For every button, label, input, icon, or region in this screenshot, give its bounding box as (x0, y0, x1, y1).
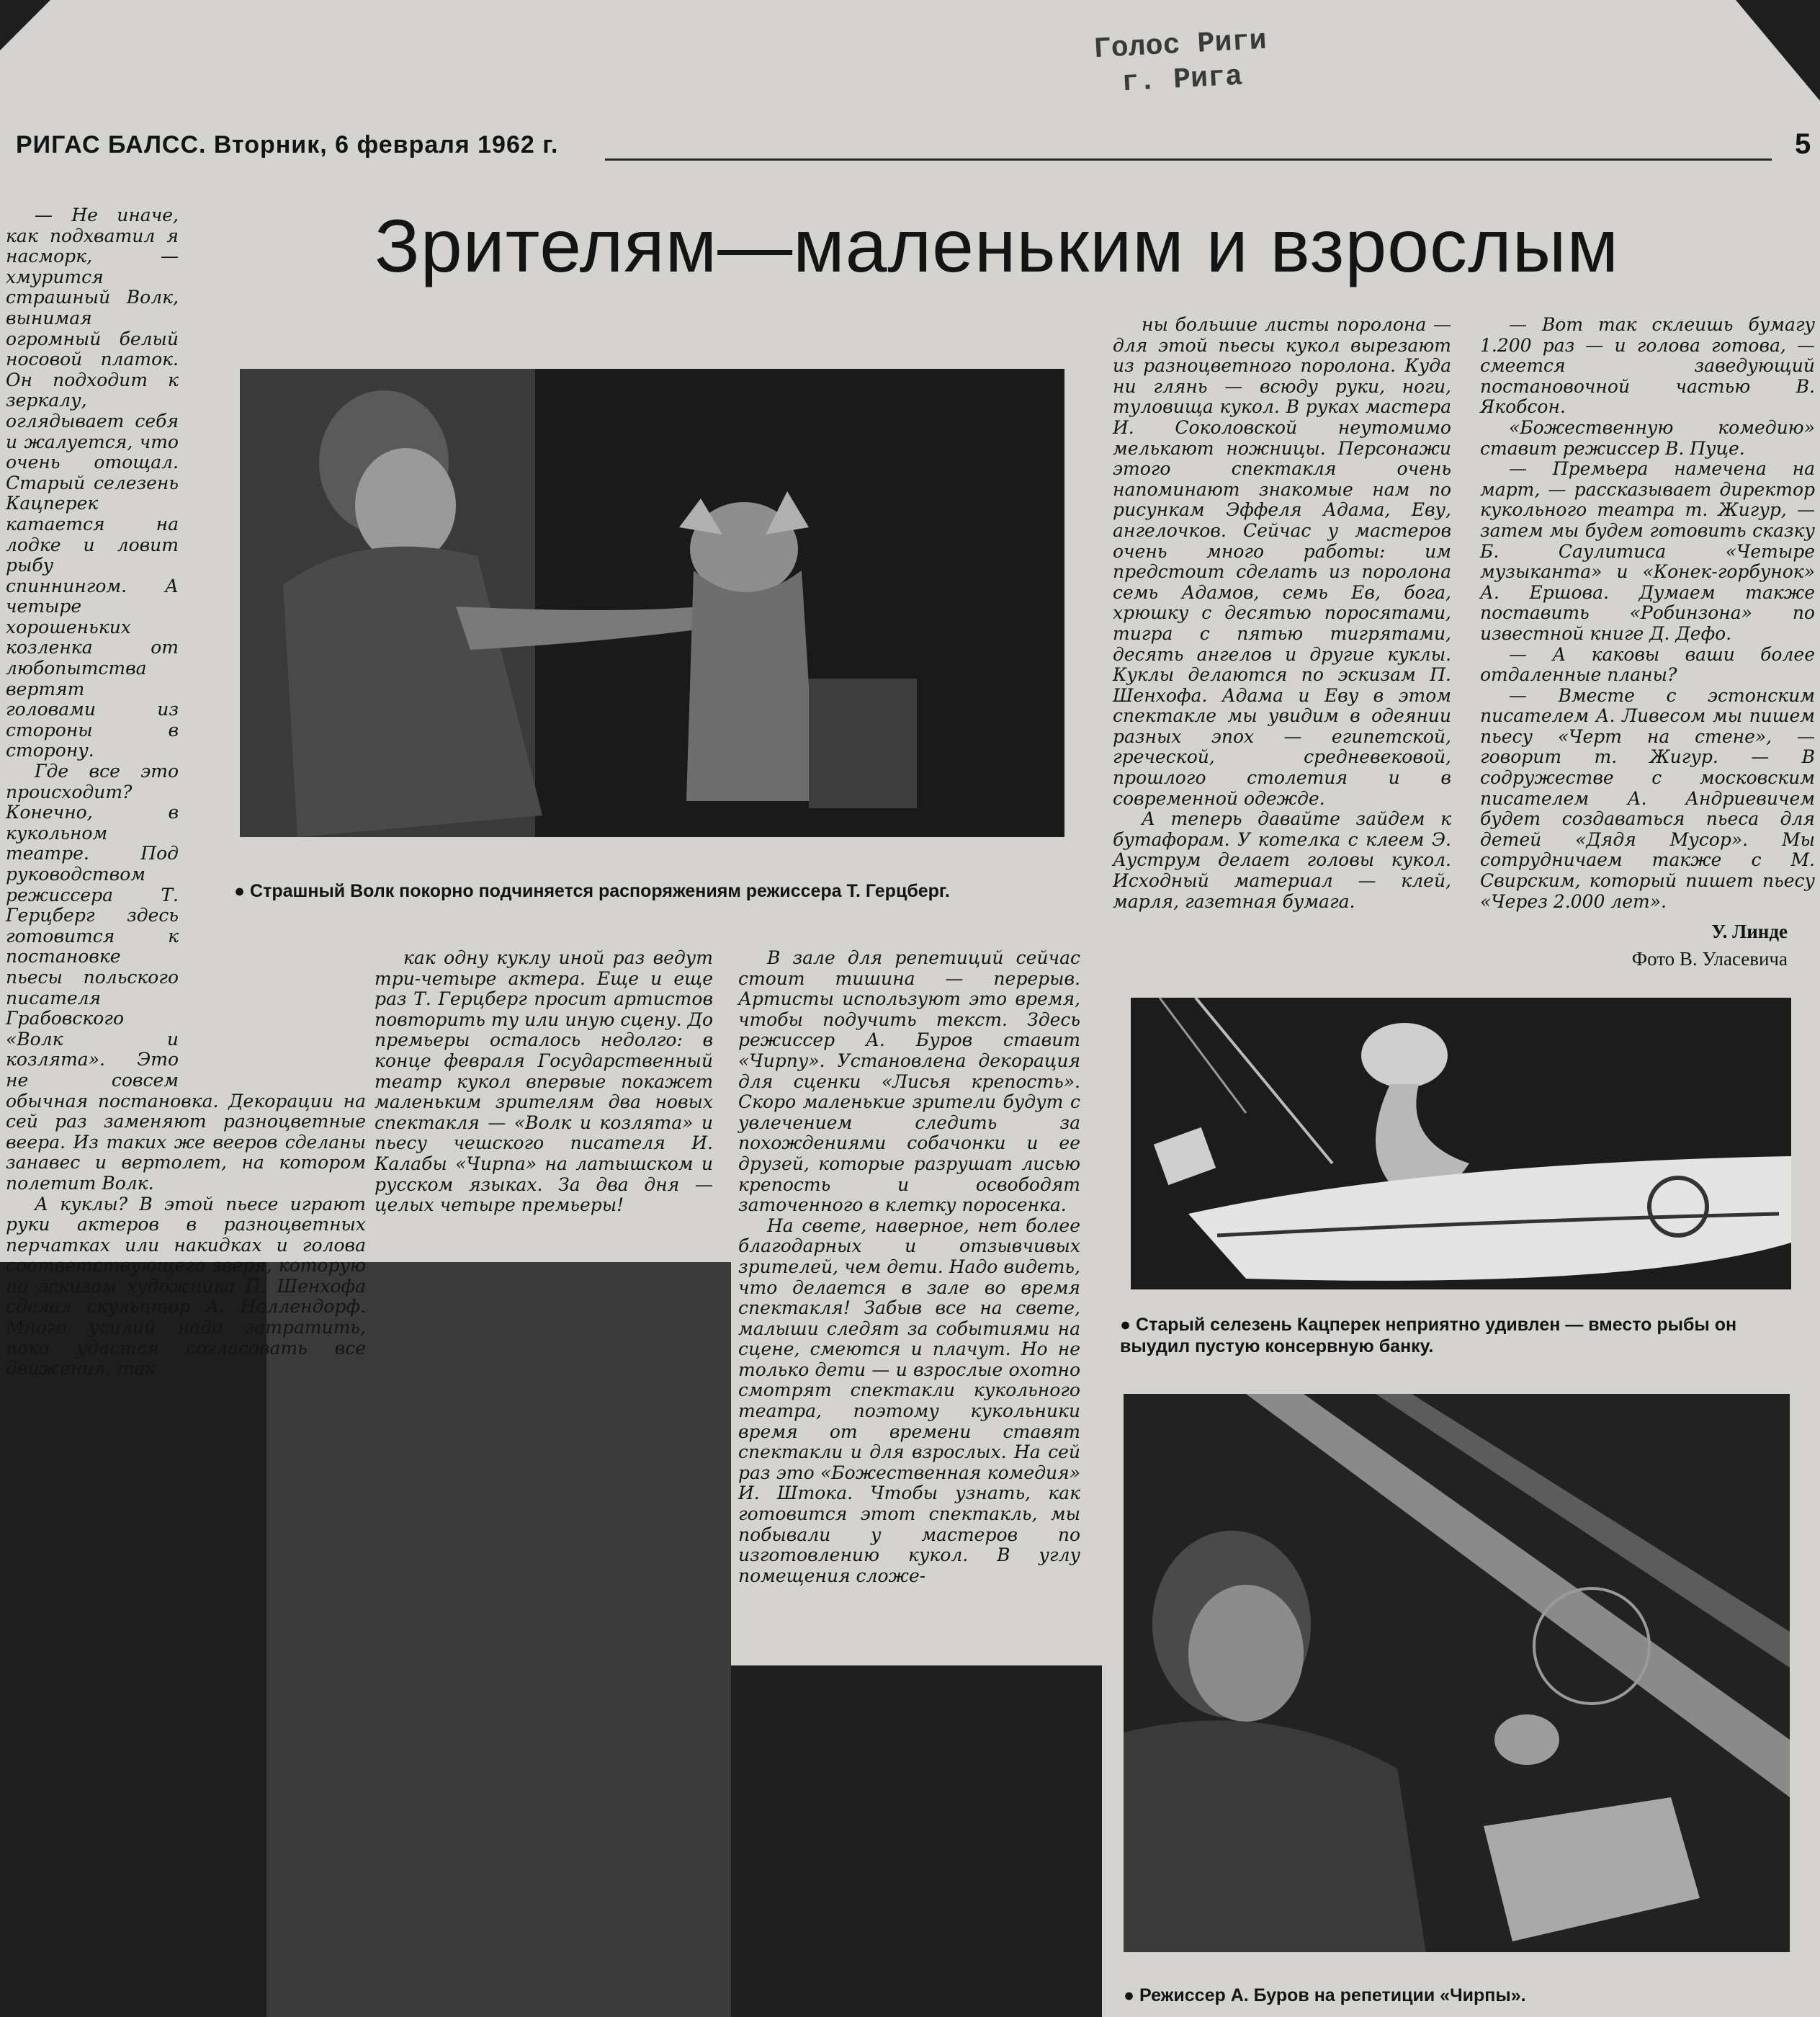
photo-director-rehearsal-image (1124, 1394, 1790, 1952)
article-column-5-paragraph: — А каковы ваши более отдаленные планы? (1480, 643, 1815, 686)
article-column-3 (738, 948, 1080, 1658)
photo-duck-puppet-image (1131, 998, 1791, 1289)
article-column-3-paragraph: На свете, наверное, нет более благодарных и отзывчивых зрителей, чем дети. Надо видеть, что делается в зале во время спектакля! Забыв все на свете, малыши следят за событиями на сцене, смеются и плачут. Но не только дети — и взрослые охотно смотрят спектакли кукольного театра, поэтому кукольники время от времени ставят спектакли и для взрослых. На сей раз это «Божественная комедия» И. Штока. Чтобы узнать, как готовится этот спектакль, мы побывали у мастеров по изготовлению кукол. В углу помещения сложе- (738, 1215, 1080, 1586)
article-column-5-paragraph: — Вместе с эстонским писателем А. Ливесом мы пишем пьесу «Черт на стене», — говорит т. Жигур. — В содружестве с московским писателем А. Андриевичем будет создаваться пьеса для детей «Дядя Мусор». Мы сотрудничаем также с М. Свирским, который пишет пьесу «Через 2.000 лет». (1480, 684, 1815, 912)
article-column-4-paragraph: ны большие листы поролона — для этой пьесы кукол вырезают из разноцветного поролона. Куда ни глянь — всюду руки, ноги, туловища кукол. В руках мастера И. Соколовской неутомимо мелькают ножницы. Персонажи этого спектакля очень напоминают знакомые нам по рисункам Эффеля Адама, Еву, ангелочков. Сейчас у мастеров очень много работы: им предстоит сделать из поролона семь Адамов, семь Ев, бога, хрюшку с десятью поросятами, тигра с пятью тигрятами, десять ангелов и другие куклы. Куклы делаются по эскизам П. Шенхофа. Адама и Еву в этом спектакле мы увидим в одеянии разных эпох — египетской, греческой, средневековой, прошлого столетия и в современной одежде. (1113, 314, 1451, 809)
article-column-5 (1480, 315, 1815, 916)
caption-photo-3: ● Режиссер А. Буров на репетиции «Чирпы». (1124, 1985, 1526, 2005)
photo-wolf-puppet (240, 369, 1064, 837)
article-column-5-paragraph: — Вот так склеишь бумагу 1.200 раз — и голова готова, — смеется заведующий постановочной частью В. Якобсон. (1480, 314, 1815, 418)
article-column-5-paragraph: — Премьера намечена на март, — рассказывает директор кукольного театра т. Жигур, — затем мы будем готовить сказку Б. Саулитиса «Четыре музыканта» и «Конек-горбунок» А. Ершова. Думаем также поставить «Робинзона» по известной книге Д. Дефо. (1480, 458, 1815, 644)
caption-photo-2: ● Старый селезень Кацперек неприятно удивлен — вместо рыбы он выудил пустую консервную банку. (1120, 1315, 1737, 1356)
masthead: РИГАС БАЛСС. Вторник, 6 февраля 1962 г. (16, 131, 559, 158)
article-column-2 (375, 948, 713, 1258)
article-column-4 (1113, 315, 1451, 967)
byline-author: У. Линде (1711, 921, 1788, 942)
article-column-1-paragraph: Где все это происходит? Конечно, в кукольном театре. Под руководством режиссера Т. Герцберг здесь готовится к постановке пьесы польского писателя Грабовского «Волк и козлята». Это не совсем обычная постановка. Декорации на сей раз заменяют разноцветные веера. Из таких же вееров сделаны занавес и вертолет, на котором полетит Волк. (6, 761, 366, 1194)
photo-wolf-puppet-image (240, 369, 1064, 837)
stamp-line-1: Голос Риги (1093, 24, 1268, 67)
article-column-1-paragraph: А куклы? В этой пьесе играют руки актеров в разноцветных перчатках или накидках и голова соответствующего зверя, которую по эскизам художника П. Шенхофа сделал скульптор А. Ноллендорф. Много усилий надо затратить, пока удастся согласовать все движения, так (6, 1193, 366, 1379)
masthead-rule (605, 158, 1772, 161)
archive-stamp (1072, 23, 1291, 104)
headline: Зрителям—маленьким и взрослым (375, 205, 1619, 288)
article-column-5-paragraph: «Божественную комедию» ставит режиссер В. Пуце. (1480, 416, 1815, 459)
article-column-2-paragraph: как одну куклу иной раз ведут три-четыре актера. Еще и еще раз Т. Герцберг просит артистов повторить ту или иную сцену. До премьеры осталось недолго: в конце февраля Государственный театр кукол впервые покажет маленьким зрителям два новых спектакля — «Волк и козлята» и пьесу чешского писателя И. Калабы «Чирпа» на латышском и русском языках. За два дня — целых четыре премьеры! (375, 947, 713, 1216)
photo-director-rehearsal (1124, 1394, 1790, 1952)
byline-photographer: Фото В. Уласевича (1631, 948, 1788, 970)
stamp-line-2: г. Рига (1121, 61, 1244, 100)
page-number: 5 (1795, 128, 1811, 160)
article-column-1-paragraph: — Не иначе, как подхватил я насморк, — хмурится страшный Волк, вынимая огромный белый носовой платок. Он подходит к зеркалу, оглядывает себя и жалуется, что очень отощал. Старый селезень Кацперек катается на лодке и ловит рыбу спиннингом. А четыре хорошеньких козленка от любопытства вертят головами из стороны в сторону. (6, 205, 179, 761)
caption-photo-1: ● Страшный Волк покорно подчиняется распоряжениям режиссера Т. Герцберг. (234, 881, 950, 901)
photo-duck-puppet (1131, 998, 1791, 1289)
article-column-4-paragraph: А теперь давайте зайдем к бутафорам. У котелка с клеем Э. Ауструм делает головы кукол. Исходный материал — клей, марля, газетная бумага. (1113, 808, 1451, 912)
article-column-3-paragraph: В зале для репетиций сейчас стоит тишина — перерыв. Артисты используют это время, чтобы подучить текст. Здесь режиссер А. Буров ставит «Чирпу». Установлена декорация для сценки «Лисья крепость». Скоро маленькие зрители будут с увлечением следить за похождениями собачонки и ее друзей, которые разрушат лисью крепость и освободят заточенного в клетку поросенка. (738, 947, 1080, 1216)
